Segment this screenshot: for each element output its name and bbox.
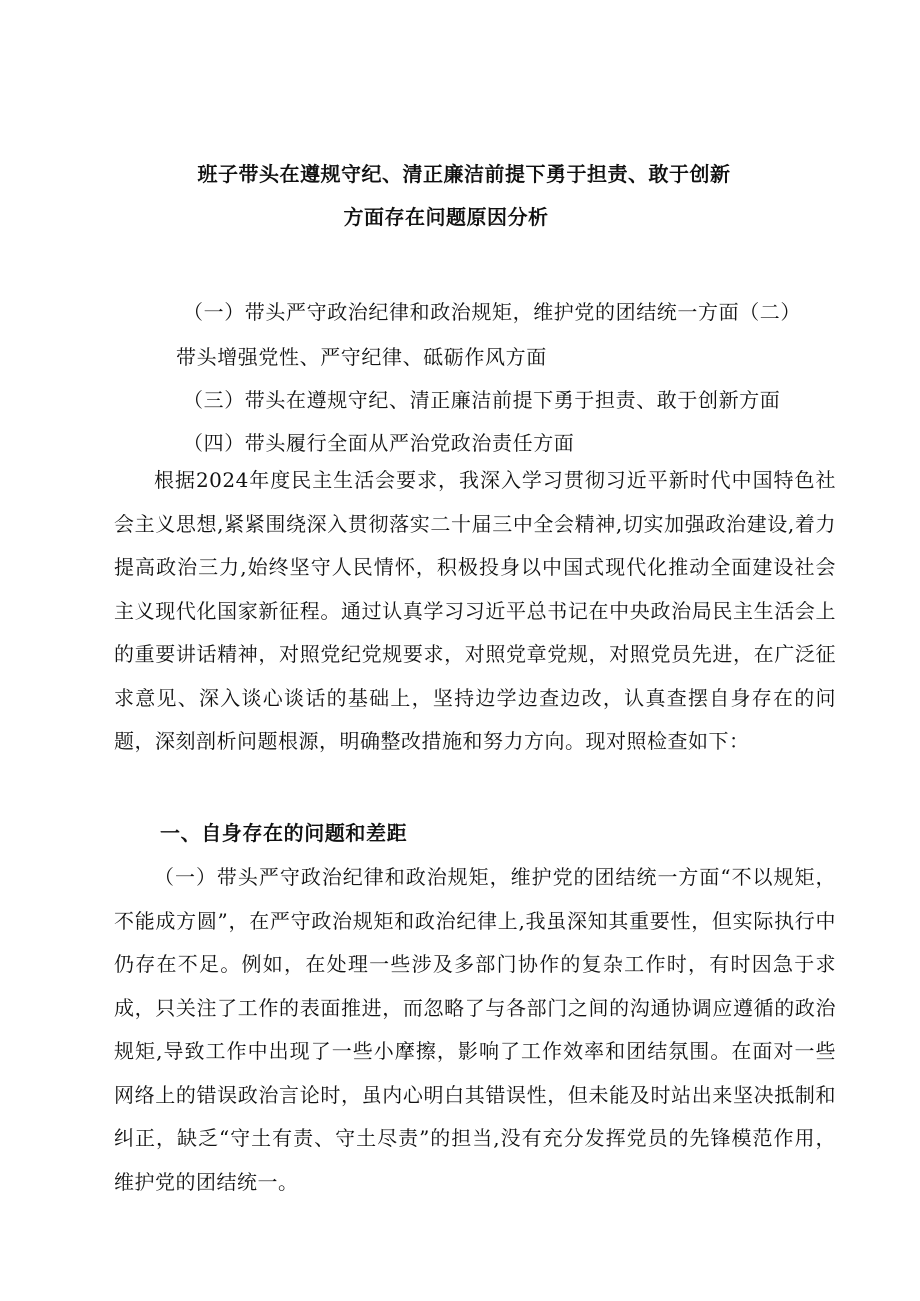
toc-item-1: （一）带头严守政治纪律和政治规矩，维护党的团结统一方面（二） [183, 300, 801, 324]
toc-item-4: （四）带头履行全面从严治党政治责任方面 [183, 431, 575, 455]
document-title-line-2: 方面存在问题原因分析 [343, 205, 549, 229]
toc-item-3: （三）带头在遵规守纪、清正廉洁前提下勇于担责、敢于创新方面 [183, 388, 781, 412]
document-title-line-1: 班子带头在遵规守纪、清正廉洁前提下勇于担责、敢于创新 [197, 162, 731, 186]
toc-item-2: 带头增强党性、严守纪律、砥砺作风方面 [176, 345, 547, 369]
section-paragraph: （一）带头严守政治纪律和政治规矩，维护党的团结统一方面“不以规矩，不能成方圆”，在严守政治规矩和政治纪律上,我虽深知其重要性，但实际执行中仍存在不足。例如，在处理一些涉及多部门协作的复杂工作时，有时因急于求成，只关注了工作的表面推进，而忽略了与各部门之间的沟通协调应遵循的政治规矩,导致工作中出现了一些小摩擦，影响了工作效率和团结氛围。在面对一些网络上的错误政治言论时，虽内心明白其错误性，但未能及时站出来坚决抵制和纠正，缺乏“守土有责、守土尽责”的担当,没有充分发挥党员的先锋模范作用，维护党的团结统一。 [114, 865, 836, 1194]
section-heading: 一、自身存在的问题和差距 [160, 821, 408, 845]
intro-paragraph: 根据2024年度民主生活会要求，我深入学习贯彻习近平新时代中国特色社会主义思想,紧紧围绕深入贯彻落实二十届三中全会精神,切实加强政治建设,着力提高政治三力,始终坚守人民情怀，积极投身以中国式现代化推动全面建设社会主义现代化国家新征程。通过认真学习习近平总书记在中央政治局民主生活会上的重要讲话精神，对照党纪党规要求，对照党章党规，对照党员先进，在广泛征求意见、深入谈心谈话的基础上，坚持边学边查边改，认真查摆自身存在的问题，深刻剖析问题根源，明确整改措施和努力方向。现对照检查如下： [114, 468, 836, 753]
